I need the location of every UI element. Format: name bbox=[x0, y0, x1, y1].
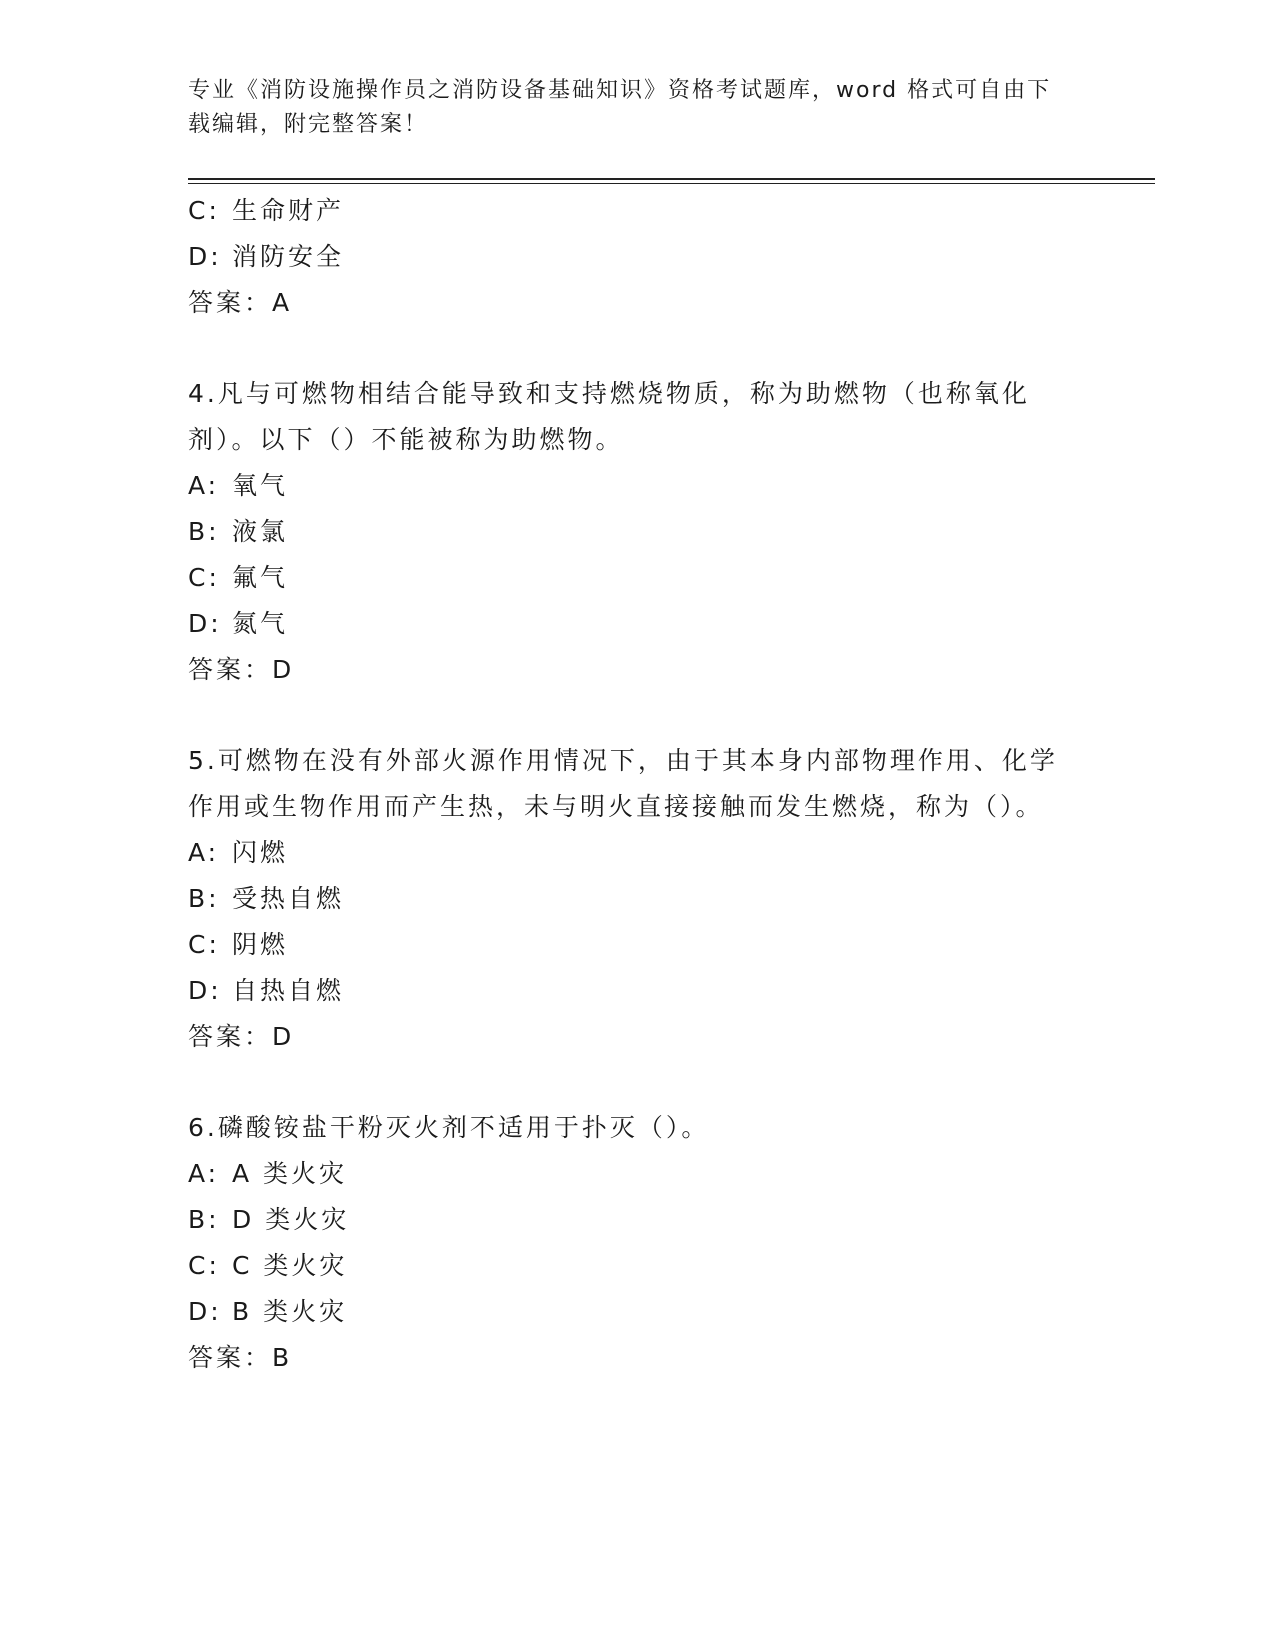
option-text: 生命财产 bbox=[232, 196, 345, 225]
header-divider bbox=[188, 178, 1155, 180]
option-text: 氮气 bbox=[232, 609, 289, 638]
option-key: D: bbox=[188, 1297, 222, 1326]
option-text: C 类火灾 bbox=[232, 1251, 348, 1280]
option-b bbox=[188, 1197, 1068, 1243]
option-c bbox=[188, 922, 1068, 968]
option-text: 自热自燃 bbox=[232, 976, 345, 1005]
header-divider-thin bbox=[188, 183, 1155, 184]
option-c bbox=[188, 188, 1068, 234]
option-key: B: bbox=[188, 884, 220, 913]
answer-line: 答案：A bbox=[188, 288, 293, 317]
option-c bbox=[188, 555, 1068, 601]
question-content bbox=[188, 188, 1068, 1381]
option-key: D: bbox=[188, 976, 222, 1005]
option-key: A: bbox=[188, 1159, 220, 1188]
option-b bbox=[188, 876, 1068, 922]
option-text: 消防安全 bbox=[232, 242, 345, 271]
option-c bbox=[188, 1243, 1068, 1289]
option-d bbox=[188, 968, 1068, 1014]
option-a bbox=[188, 1151, 1068, 1197]
option-key: C: bbox=[188, 1251, 220, 1280]
option-key: B: bbox=[188, 1205, 220, 1234]
option-text: 氟气 bbox=[232, 563, 289, 592]
question-stem: 4.凡与可燃物相结合能导致和支持燃烧物质，称为助燃物（也称氧化剂）。以下（）不能被称为助燃物。 bbox=[188, 379, 1030, 454]
answer-line: 答案：D bbox=[188, 1022, 295, 1051]
option-key: B: bbox=[188, 517, 220, 546]
option-a bbox=[188, 463, 1068, 509]
option-key: D: bbox=[188, 609, 222, 638]
option-text: 受热自燃 bbox=[232, 884, 345, 913]
option-key: D: bbox=[188, 242, 222, 271]
question-fragment bbox=[188, 188, 1068, 326]
option-b bbox=[188, 509, 1068, 555]
option-text: 氧气 bbox=[232, 471, 289, 500]
question-4 bbox=[188, 371, 1068, 693]
question-6 bbox=[188, 1105, 1068, 1381]
option-text: 阴燃 bbox=[232, 930, 289, 959]
option-key: A: bbox=[188, 838, 220, 867]
option-d bbox=[188, 234, 1068, 280]
option-d bbox=[188, 601, 1068, 647]
option-text: 闪燃 bbox=[232, 838, 289, 867]
option-text: A 类火灾 bbox=[232, 1159, 348, 1188]
answer-line: 答案：D bbox=[188, 655, 295, 684]
option-key: C: bbox=[188, 930, 220, 959]
option-key: A: bbox=[188, 471, 220, 500]
option-a bbox=[188, 830, 1068, 876]
option-text: D 类火灾 bbox=[232, 1205, 350, 1234]
page-header: 专业《消防设施操作员之消防设备基础知识》资格考试题库，word 格式可自由下载编辑，附完整答案！ bbox=[188, 78, 1052, 137]
question-5 bbox=[188, 738, 1068, 1060]
option-key: C: bbox=[188, 196, 220, 225]
answer-line: 答案：B bbox=[188, 1343, 293, 1372]
question-stem: 5.可燃物在没有外部火源作用情况下，由于其本身内部物理作用、化学作用或生物作用而产生热，未与明火直接接触而发生燃烧，称为（）。 bbox=[188, 746, 1058, 821]
question-stem: 6.磷酸铵盐干粉灭火剂不适用于扑灭（）。 bbox=[188, 1113, 710, 1142]
option-text: 液氯 bbox=[232, 517, 289, 546]
option-text: B 类火灾 bbox=[232, 1297, 348, 1326]
option-d bbox=[188, 1289, 1068, 1335]
option-key: C: bbox=[188, 563, 220, 592]
